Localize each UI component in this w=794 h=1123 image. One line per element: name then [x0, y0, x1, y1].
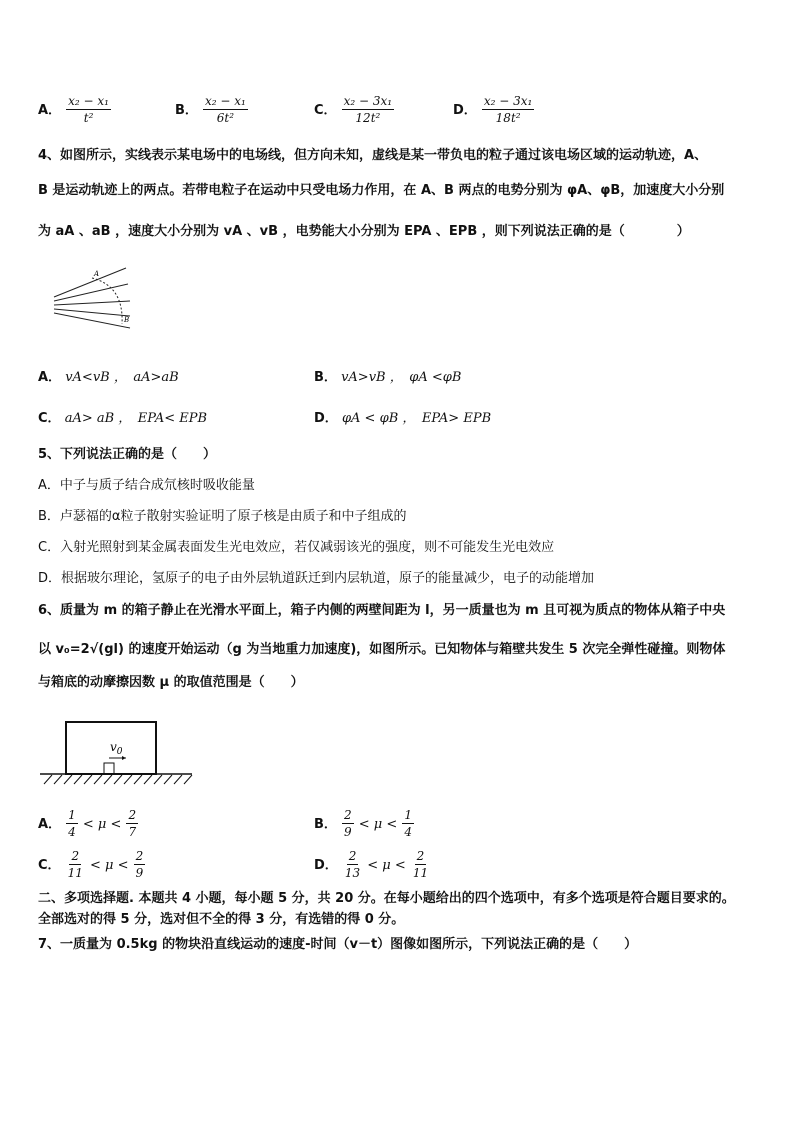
q3-option-a-fraction: $\frac{\text{x₂ − x₁}}{\text{t²}}$ — [68, 94, 109, 125]
q6-box-figure — [38, 718, 194, 788]
q5-option-a: A．中子与质子结合成氘核时吸收能量 — [38, 478, 255, 493]
field-line-3 — [54, 301, 130, 305]
q3-option-d: D． $\frac{\text{x₂ − 3x₁}}{\text{18t²}}$ — [453, 94, 533, 125]
q5-option-c: C．入射光照射到某金属表面发生光电效应，若仅减弱该光的强度，则不可能发生光电效应 — [38, 540, 555, 555]
q4-stem-line-3: 为 aA 、aB ，速度大小分别为 vA 、vB ，电势能大小分别为 EPA 、EPB ，则下列说法正确的是（ ） — [38, 224, 690, 239]
q7-stem: 7、一质量为 0.5kg 的物块沿直线运动的速度-时间（v－t）图像如图所示，下列说法正确的是（ ） — [38, 937, 638, 952]
trajectory-dashed — [92, 278, 122, 324]
q3-option-c: C． $\frac{\text{x₂ − 3x₁}}{\text{12t²}}$ — [314, 94, 393, 125]
arrow-head-icon — [122, 756, 126, 760]
q3-option-b: B． $\frac{\text{x₂ − x₁}}{\text{6t²}}$ — [175, 94, 246, 125]
small-object — [104, 763, 114, 774]
q3-option-d-fraction: $\frac{\text{x₂ − 3x₁}}{\text{18t²}}$ — [483, 94, 533, 125]
q3-option-c-fraction: $\frac{\text{x₂ − 3x₁}}{\text{12t²}}$ — [343, 94, 393, 125]
q4-stem-line-1: 4、如图所示，实线表示某电场中的电场线，但方向未知，虚线是某一带负电的粒子通过该电场区域的运动轨迹，A、 — [38, 148, 708, 163]
q3-options — [38, 88, 758, 128]
q6-option-b: B． $\frac{2}{9}$ < μ < $\frac{1}{4}$ — [314, 808, 412, 839]
q5-option-d: D．根据玻尔理论，氢原子的电子由外层轨道跃迁到内层轨道，原子的能量减少，电子的动能增加 — [38, 571, 595, 586]
v0-label: $v_0$ — [110, 740, 123, 757]
q3-option-a: A． $\frac{\text{x₂ − x₁}}{\text{t²}}$ — [38, 94, 109, 125]
q4-option-b: B． vA>vB ， φA <φB — [314, 370, 462, 385]
q4-option-a: A． vA<vB ， aA>aB — [38, 370, 179, 385]
q6-stem-line-1: 6、质量为 m 的箱子静止在光滑水平面上，箱子内侧的两壁间距为 l，另一质量也为 m 且可视为质点的物体从箱子中央 — [38, 603, 726, 618]
q4-option-c: C． aA> aB ， EPA< EPB — [38, 411, 208, 426]
q6-option-a: A． $\frac{1}{4}$ < μ < $\frac{2}{7}$ — [38, 808, 137, 839]
section2-header-line-2: 全部选对的得 5 分，选对但不全的得 3 分，有选错的得 0 分。 — [38, 912, 405, 927]
section2-header-line-1: 二、多项选择题. 本题共 4 小题，每小题 5 分，共 20 分。在每小题给出的四个选项中，有多个选项是符合题目要求的。 — [38, 891, 735, 906]
q6-stem-line-3: 与箱底的动摩擦因数 μ 的取值范围是（ ） — [38, 675, 304, 690]
q4-option-d: D． φA < φB ， EPA> EPB — [314, 411, 492, 426]
q6-stem-line-2: 以 v₀=2√(gl) 的速度开始运动（g 为当地重力加速度)，如图所示。已知物体与箱壁共发生 5 次完全弹性碰撞。则物体 — [38, 642, 726, 657]
q3-option-b-fraction: $\frac{\text{x₂ − x₁}}{\text{6t²}}$ — [205, 94, 246, 125]
point-a-label: A — [94, 270, 100, 278]
q6-option-c: C． $\frac{2}{11}$ < μ < $\frac{2}{9}$ — [38, 849, 144, 880]
q5-option-b: B．卢瑟福的α粒子散射实验证明了原子核是由质子和中子组成的 — [38, 509, 407, 524]
q6-option-d: D． $\frac{2}{13}$ < μ < $\frac{2}{11}$ — [314, 849, 429, 880]
point-b-label: B — [124, 316, 130, 324]
q4-field-figure — [50, 262, 140, 334]
q5-stem: 5、下列说法正确的是（ ） — [38, 447, 217, 462]
q4-stem-line-2: B 是运动轨迹上的两点。若带电粒子在运动中只受电场力作用，在 A、B 两点的电势分别为 φA、φB，加速度大小分别 — [38, 183, 725, 198]
floor-hatching — [44, 775, 192, 784]
